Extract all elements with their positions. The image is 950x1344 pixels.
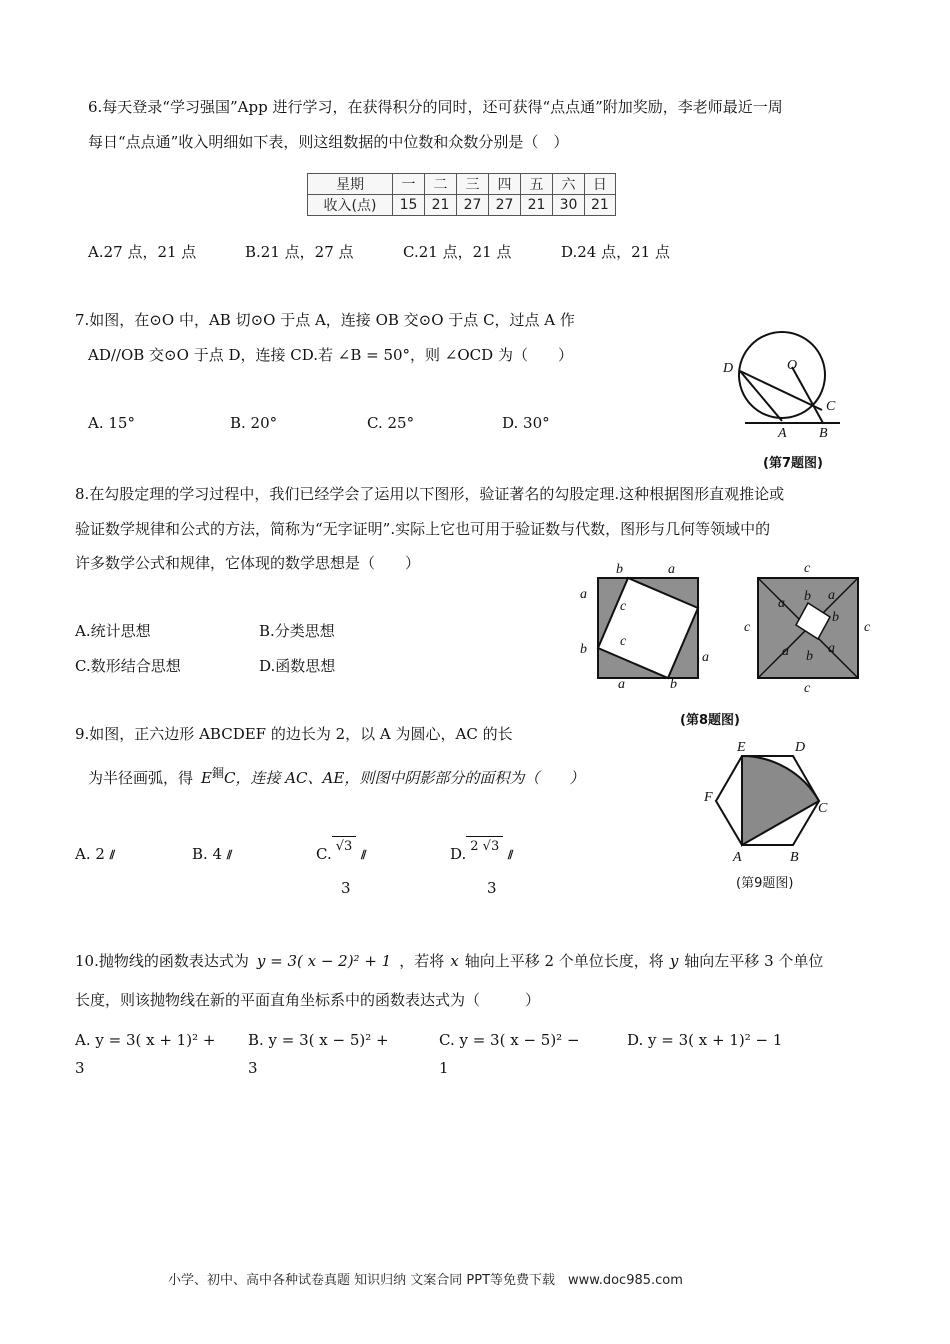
q8-option-a: A.统计思想 <box>75 622 151 640</box>
q9-caption: (第9题图) <box>736 876 794 891</box>
q8-label-c: c <box>864 620 871 635</box>
q8-stem-line2: 验证数学规律和公式的方法，简称为“无字证明”.实际上它也可用于验证数与代数，图形与几何等领域中的 <box>75 520 771 538</box>
q9-text: C，连接 AC、AE，则图中阴影部分的面积为（ ） <box>223 769 585 787</box>
q9-option-d-den: 3 <box>487 879 497 897</box>
q9-stem-line2 <box>88 763 584 788</box>
table-cell: 27 <box>457 195 489 216</box>
table-row-header: 星期 <box>308 174 393 195</box>
q9-text: 为半径画弧，得 <box>88 769 194 787</box>
q9-option-b: B. 4 ⫽ <box>192 845 233 863</box>
q8-label-c: c <box>804 681 811 696</box>
income-table <box>307 173 616 216</box>
table-cell: 四 <box>489 174 521 195</box>
q7-segment-dc <box>740 371 822 410</box>
q10-stem-line1: 10.抛物线的函数表达式为 y = 3( x − 2)² + 1 ，若将 x 轴向上平移 2 个单位长度，将 y 轴向左平移 3 个单位 <box>75 952 824 970</box>
q6-option-c: C.21 点，21 点 <box>403 243 512 261</box>
q7-label-o: O <box>787 358 798 373</box>
q7-stem-line1: 7.如图，在⊙O 中，AB 切⊙O 于点 A，连接 OB 交⊙O 于点 C，过点 A 作 <box>75 311 575 329</box>
table-cell: 一 <box>393 174 425 195</box>
q8-label-b: b <box>670 677 677 692</box>
q9-stem-line1: 9.如图，正六边形 ABCDEF 的边长为 2，以 A 为圆心，AC 的长 <box>75 725 513 743</box>
q9-option-c: C. √3 ⫽ <box>316 844 366 866</box>
q7-caption: (第7题图) <box>763 456 823 471</box>
q8-label-a: a <box>778 596 785 611</box>
q6-stem-line2: 每日“点点通”收入明细如下表，则这组数据的中位数和众数分别是（ ） <box>88 133 569 151</box>
q8-label-b: b <box>804 589 811 604</box>
q8-label-a: a <box>702 650 709 665</box>
table-cell: 15 <box>393 195 425 216</box>
table-cell: 二 <box>425 174 457 195</box>
q9-label-f: F <box>704 790 713 805</box>
q7-option-d: D. 30° <box>502 414 550 432</box>
q9-label-d: D <box>795 740 806 755</box>
q10-option-c-tail: 1 <box>439 1059 449 1077</box>
table-cell: 30 <box>553 195 585 216</box>
q7-stem-line2: AD//OB 交⊙O 于点 D，连接 CD.若 ∠B = 50°，则 ∠OCD 为（ ） <box>88 346 573 364</box>
table-cell: 日 <box>585 174 616 195</box>
q9-label-e: E <box>737 740 746 755</box>
q8-stem-line3: 许多数学公式和规律，它体现的数学思想是（ ） <box>75 554 421 572</box>
table-cell: 21 <box>521 195 553 216</box>
q6-option-b: B.21 点，27 点 <box>245 243 354 261</box>
q10-stem-line2: 长度，则该抛物线在新的平面直角坐标系中的函数表达式为（ ） <box>75 991 541 1009</box>
q7-label-d: D <box>723 361 734 376</box>
table-cell: 六 <box>553 174 585 195</box>
table-cell: 五 <box>521 174 553 195</box>
table-cell: 21 <box>425 195 457 216</box>
q9-option-d: D. 2 √3 ⫽ <box>450 844 513 866</box>
q10-option-a: A. y = 3( x + 1)² + <box>75 1031 216 1049</box>
q8-option-d: D.函数思想 <box>259 657 336 675</box>
q9-arc-glyph: 錮 <box>211 766 224 780</box>
q8-label-c: c <box>620 599 627 614</box>
q7-label-b: B <box>819 426 828 441</box>
q9-option-c-den: 3 <box>341 879 351 897</box>
q8-label-b: b <box>580 642 587 657</box>
q9-arc-e: E <box>201 769 212 787</box>
table-row <box>308 174 616 195</box>
q8-label-a: a <box>668 562 675 577</box>
q8-caption: (第8题图) <box>680 713 740 728</box>
q10-option-c: C. y = 3( x − 5)² − <box>439 1031 580 1049</box>
q7-option-a: A. 15° <box>88 414 135 432</box>
q8-label-b: b <box>616 562 623 577</box>
q8-label-a: a <box>782 644 789 659</box>
q7-option-c: C. 25° <box>367 414 415 432</box>
table-cell: 21 <box>585 195 616 216</box>
table-cell: 三 <box>457 174 489 195</box>
q9-shaded-sector <box>742 756 819 845</box>
q7-label-c: C <box>826 399 836 414</box>
q10-option-d: D. y = 3( x + 1)² − 1 <box>627 1031 783 1049</box>
q9-option-a: A. 2 ⫽ <box>75 845 116 863</box>
q8-label-a: a <box>618 677 625 692</box>
q8-label-b: b <box>806 649 813 664</box>
q6-stem-line1: 6.每天登录“学习强国”App 进行学习，在获得积分的同时，还可获得“点点通”附加奖励，李老师最近一周 <box>88 98 783 116</box>
q10-option-b: B. y = 3( x − 5)² + <box>248 1031 389 1049</box>
q7-label-a: A <box>778 426 787 441</box>
page-footer[interactable]: 小学、初中、高中各种试卷真题 知识归纳 文案合同 PPT等免费下载 www.doc985.com <box>168 1273 683 1288</box>
q8-label-c: c <box>804 561 811 576</box>
table-cell: 27 <box>489 195 521 216</box>
q9-label-b: B <box>790 850 799 865</box>
q8-label-c: c <box>744 620 751 635</box>
q7-figure <box>715 315 855 475</box>
q8-label-b: b <box>832 610 839 625</box>
q8-figure <box>570 555 890 735</box>
q8-label-a: a <box>828 641 835 656</box>
q10-formula: y = 3( x − 2)² + 1 <box>256 952 392 970</box>
table-row <box>308 195 616 216</box>
q9-label-a: A <box>733 850 742 865</box>
q8-stem-line1: 8.在勾股定理的学习过程中，我们已经学会了运用以下图形，验证著名的勾股定理.这种根据图形直观推论或 <box>75 485 785 503</box>
q8-label-a: a <box>828 588 835 603</box>
q8-label-c: c <box>620 634 627 649</box>
q6-option-d: D.24 点，21 点 <box>561 243 670 261</box>
q6-option-a: A.27 点，21 点 <box>88 243 197 261</box>
q9-label-c: C <box>818 801 828 816</box>
q8-option-c: C.数形结合思想 <box>75 657 181 675</box>
q10-option-b-tail: 3 <box>248 1059 258 1077</box>
q8-option-b: B.分类思想 <box>259 622 335 640</box>
table-row-header: 收入(点) <box>308 195 393 216</box>
q8-label-a: a <box>580 587 587 602</box>
q7-option-b: B. 20° <box>230 414 278 432</box>
q9-figure <box>700 735 840 895</box>
q10-option-a-tail: 3 <box>75 1059 85 1077</box>
